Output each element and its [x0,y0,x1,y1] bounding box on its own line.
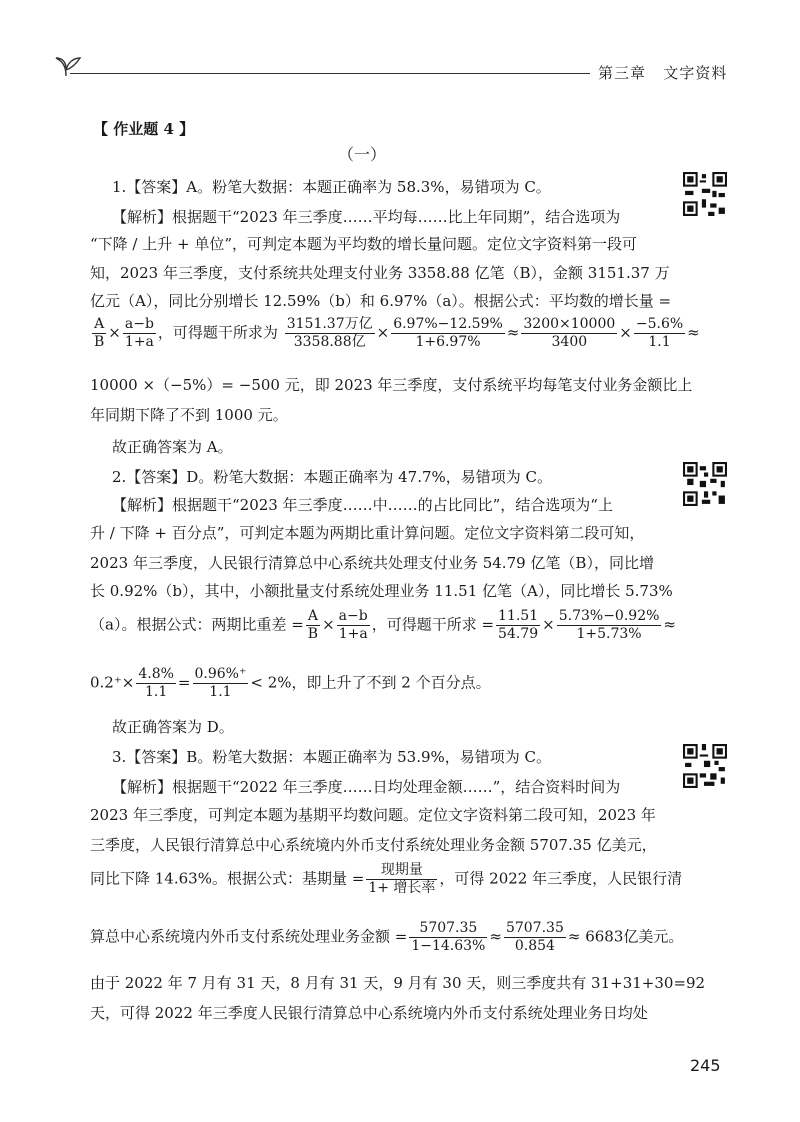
q3-answer: 3.【答案】B。粉笔大数据：本题正确率为 53.9%，易错项为 C。 [112,748,552,766]
fraction: $\frac{11.51}{54.79}$ [498,608,539,642]
q3-formula-line-2: 算总中心系统境内外币支付系统处理业务金额 = $\frac{5707.35}{1-14.63\%}$ ≈ $\frac{5707.35}{0.854}$ ≈ 6683亿美元。 [90,920,684,954]
fraction: $\frac{\text{现期量}}{\text{1+ 增长率}}$ [368,862,436,896]
fraction: $\frac{4.8\%}{1.1}$ [138,666,174,700]
q3-formula-line-1: 同比下降 14.63%。根据公式：基期量 = $\frac{\text{现期量}}{\text{1+ 增长率}}$ ，可得 2022 年三季度，人民银行清 [90,862,683,896]
fraction: $\frac{5.73\%-0.92\%}{1+5.73\%}$ [558,608,660,642]
qr-code-icon[interactable] [683,462,727,506]
header-rule [70,73,590,74]
q2-analysis-line-3: 2023 年三季度，人民银行清算总中心系统共处理支付业务 54.79 亿笔（B），同比增 [90,554,654,572]
q2-analysis-line-4: 长 0.92%（b），其中，小额批量支付系统处理业务 11.51 亿笔（A），同比增长 5.73% [90,582,673,600]
section-title: 【 作业题 4 】 [93,120,195,138]
qr-code-icon[interactable] [683,744,727,788]
qr-code-icon[interactable] [683,172,727,216]
q3-analysis-line-2: 2023 年三季度，可判定本题为基期平均数问题。定位文字资料第二段可知，2023 年 [90,806,656,824]
q1-analysis-line-1: 【解析】根据题干“2023 年三季度……平均每……比上年同期”，结合选项为 [112,208,621,226]
part-title: （一） [338,145,387,164]
q3-analysis-line-6: 由于 2022 年 7 月有 31 天，8 月有 31 天，9 月有 30 天，则三季度共有 31+31+30=92 [90,974,706,992]
q1-analysis-line-4: 亿元（A），同比分别增长 12.59%（b）和 6.97%（a）。根据公式：平均数的增长量 = [90,292,672,310]
q1-analysis-line-3: 知，2023 年三季度，支付系统共处理支付业务 3358.88 亿笔（B），金额 3151.37 万 [90,264,670,282]
q2-formula-line: （a）。根据公式：两期比重差 = $\frac{A}{B}$ × $\frac{a-b}{1+a}$ ，可得题干所求 = $\frac{11.51}{54.79}$ × $\frac{5.73\%-0.92\%}{1+5.73\%}$ ≈ [90,608,676,642]
q2-conclusion: 故正确答案为 D。 [112,718,234,736]
chapter-label: 第三章 [598,64,647,82]
fraction: $\frac{A}{B}$ [307,608,319,642]
fraction: $\frac{\text{3151.37万亿}}{\text{3358.88亿}}$ [286,316,373,350]
q2-answer: 2.【答案】D。粉笔大数据：本题正确率为 47.7%，易错项为 C。 [112,468,553,486]
q1-analysis-line-2: “下降 / 上升 + 单位”，可判定本题为平均数的增长量问题。定位文字资料第一段可 [90,235,638,253]
fraction: $\frac{0.96\%^+}{1.1}$ [194,666,247,700]
fraction: $\frac{5707.35}{0.854}$ [505,920,564,954]
q1-analysis-line-6: 10000 ×（−5%）= −500 元，即 2023 年三季度，支付系统平均每笔支付业务金额比上 [90,376,693,394]
fraction: $\frac{a-b}{1+a}$ [124,316,154,350]
fraction: $\frac{6.97\%-12.59\%}{1+6.97\%}$ [393,316,503,350]
section-label: 文字资料 [663,64,728,82]
fraction: $\frac{A}{B}$ [94,316,105,350]
fraction: $\frac{a-b}{1+a}$ [338,608,368,642]
page-number: 245 [690,1056,721,1075]
q1-analysis-line-7: 年同期下降了不到 1000 元。 [90,406,288,424]
fraction: $\frac{3200\times 10000}{3400}$ [523,316,616,350]
q1-answer: 1.【答案】A。粉笔大数据：本题正确率为 58.3%，易错项为 C。 [112,178,551,196]
q2-analysis-line-1: 【解析】根据题干“2023 年三季度……中……的占比同比”，结合选项为“上 [112,496,613,514]
q1-formula-line: $\frac{A}{B}$ × $\frac{a-b}{1+a}$ ，可得题干所求为 $\frac{\text{3151.37万亿}}{\text{3358.88亿}}$ × $\frac{6.97\%-12.59\%}{1+6.97\%}$ ≈ $\frac{3200\times 10000}{3400}$ × $\frac{-5.6\%}{1.1}$ ≈ [94,316,700,350]
q3-analysis-line-7: 天，可得 2022 年三季度人民银行清算总中心系统境内外币支付系统处理业务日均处 [90,1004,648,1022]
q2-formula-line-2: 0.2⁺× $\frac{4.8\%}{1.1}$ = $\frac{0.96\%^+}{1.1}$ < 2%，即上升了不到 2 个百分点。 [90,666,491,700]
page-header [598,62,727,83]
fraction: $\frac{5707.35}{1-14.63\%}$ [411,920,486,954]
q2-analysis-line-2: 升 / 下降 + 百分点”，可判定本题为两期比重计算问题。定位文字资料第二段可知， [90,524,645,542]
q3-analysis-line-1: 【解析】根据题干“2022 年三季度……日均处理金额……”，结合资料时间为 [112,778,621,796]
q1-conclusion: 故正确答案为 A。 [112,438,233,456]
fraction: $\frac{-5.6\%}{1.1}$ [635,316,684,350]
q3-analysis-line-3: 三季度，人民银行清算总中心系统境内外币支付系统处理业务金额 5707.35 亿美元， [90,836,657,854]
